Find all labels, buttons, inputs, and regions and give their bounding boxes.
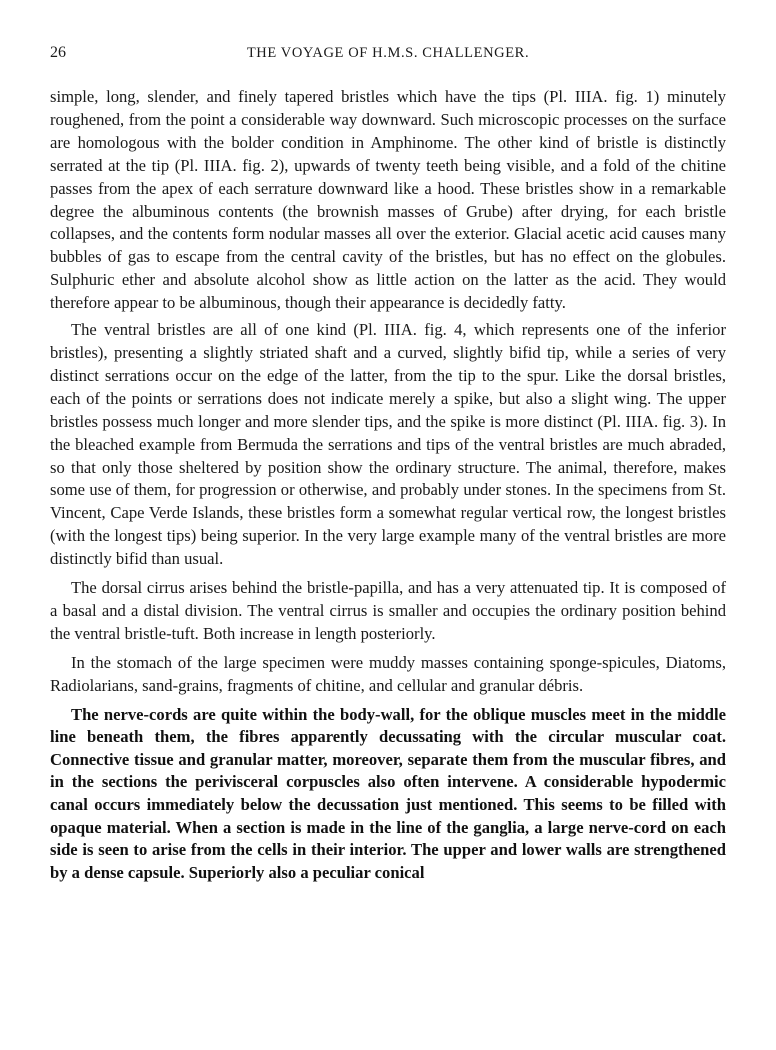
paragraph-dorsal-bristles: simple, long, slender, and finely tapered bristles which have the tips (Pl. IIIA. fig. 1) minutely roughened, from the point a considerable way downward. Such microscopic processes on the surface are homologous with the bolder condition in Amphinome. The other kind of bristle is distinctly serrated at the tip (Pl. IIIA. fig. 2), upwards of twenty teeth being visible, and a fold of the chitine passes from the apex of each serrature downward like a hood. These bristles show in a remarkable degree the albuminous contents (the brownish masses of Grube) after drying, for each bristle collapses, and the contents form nodular masses all over the exterior. Glacial acetic acid causes many bubbles of gas to escape from the central cavity of the bristles, but has no effect on the globules. Sulphuric ether and absolute alcohol show as little action on the latter as the acid. They would therefore appear to be albuminous, though their appearance is decidedly fatty. — [50, 87, 726, 313]
paragraph-stomach-contents: In the stomach of the large specimen were muddy masses containing sponge-spicules, Diatoms, Radiolarians, sand-grains, fragments of chitine, and cellular and granular débris. — [50, 652, 726, 695]
document-page — [50, 44, 726, 890]
page-number: 26 — [50, 44, 66, 61]
running-title: THE VOYAGE OF H.M.S. CHALLENGER. — [246, 45, 530, 61]
paragraph-ventral-bristles: The ventral bristles are all of one kind (Pl. IIIA. fig. 4, which represents one of the inferior bristles), presenting a slightly striated shaft and a curved, slightly bifid tip, while a series of very distinct serrations occur on the edge of the latter, from the tip to the spur. Like the dorsal bristles, each of the points or serrations does not indicate merely a spike, but also a slight wing. The upper bristles possess much longer and more slender tips, and the spike is more distinct (Pl. IIIA. fig. 3). In the bleached example from Bermuda the serrations and tips of the ventral bristles are much abraded, so that only those sheltered by position show the ordinary structure. The animal, therefore, makes some use of them, for progression or otherwise, and probably under stones. In the specimens from St. Vincent, Cape Verde Islands, these bristles form a somewhat regular vertical row, the longest bristles (with the longest tips) being superior. In the very large example many of the ventral bristles are more distinctly bifid than usual. — [50, 320, 726, 569]
paragraph-nerve-cords: The nerve-cords are quite within the body-wall, for the oblique muscles meet in the middle line beneath them, the fibres apparently decussating with the circular muscular coat. Connective tissue and granular matter, moreover, separate them from the muscular fibres, and in the sections the perivisceral corpuscles also often intervene. A considerable hypodermic canal occurs immediately below the decussation just mentioned. This seems to be filled with opaque material. When a section is made in the line of the ganglia, a large nerve-cord on each side is seen to arise from the cells in their interior. The upper and lower walls are strengthened by a dense capsule. Superiorly also a peculiar conical — [50, 704, 726, 882]
running-header — [50, 44, 726, 68]
paragraph-cirri: The dorsal cirrus arises behind the bristle-papilla, and has a very attenuated tip. It is composed of a basal and a distal division. The ventral cirrus is smaller and occupies the ordinary position behind the ventral bristle-tuft. Both increase in length posteriorly. — [50, 578, 726, 643]
body-text — [50, 86, 726, 884]
